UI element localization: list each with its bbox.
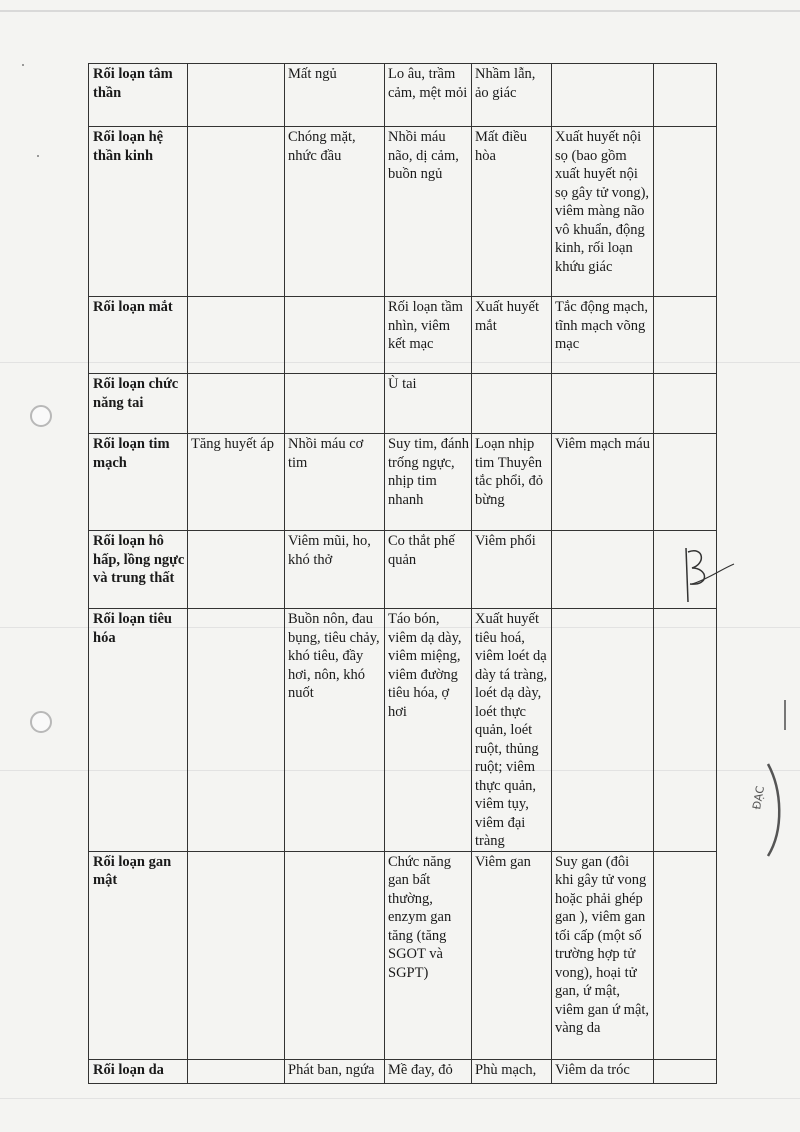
handwritten-initials bbox=[676, 540, 736, 610]
frequency-cell bbox=[285, 374, 385, 434]
frequency-cell bbox=[552, 374, 654, 434]
frequency-cell: Mề đay, đỏ bbox=[385, 1059, 472, 1083]
frequency-cell bbox=[188, 609, 285, 852]
scan-speck bbox=[22, 64, 24, 66]
table-row bbox=[89, 609, 717, 852]
frequency-cell bbox=[654, 434, 717, 531]
table-row bbox=[89, 64, 717, 127]
frequency-cell: Chóng mặt, nhức đầu bbox=[285, 127, 385, 297]
frequency-cell bbox=[654, 297, 717, 374]
table-row bbox=[89, 297, 717, 374]
frequency-cell: Suy gan (đôi khi gây tử vong hoặc phải ghép gan ), viêm gan tối cấp (một số trường hợp tử vong), hoại tử gan, ứ mật, viêm gan ứ mật, vàng da bbox=[552, 851, 654, 1059]
frequency-cell bbox=[188, 1059, 285, 1083]
table-row bbox=[89, 531, 717, 609]
organ-class-cell: Rối loạn hô hấp, lồng ngực và trung thất bbox=[89, 531, 188, 609]
frequency-cell: Nhồi máu não, dị cảm, buồn ngủ bbox=[385, 127, 472, 297]
frequency-cell bbox=[552, 609, 654, 852]
organ-class-cell: Rối loạn tiêu hóa bbox=[89, 609, 188, 852]
frequency-cell: Rối loạn tầm nhìn, viêm kết mạc bbox=[385, 297, 472, 374]
frequency-cell: Viêm gan bbox=[472, 851, 552, 1059]
frequency-cell bbox=[654, 374, 717, 434]
frequency-cell: Nhồi máu cơ tim bbox=[285, 434, 385, 531]
frequency-cell bbox=[285, 851, 385, 1059]
frequency-cell bbox=[654, 127, 717, 297]
punch-hole bbox=[30, 405, 52, 427]
frequency-cell: Xuất huyết nội sọ (bao gồm xuất huyết nội sọ gây tử vong), viêm màng não vô khuẩn, động kinh, rối loạn khứu giác bbox=[552, 127, 654, 297]
page-top-line bbox=[0, 10, 800, 12]
frequency-cell bbox=[188, 531, 285, 609]
frequency-cell: Loạn nhịp tim Thuyên tắc phổi, đỏ bừng bbox=[472, 434, 552, 531]
frequency-cell bbox=[188, 374, 285, 434]
table-row bbox=[89, 127, 717, 297]
frequency-cell: Viêm mũi, ho, khó thở bbox=[285, 531, 385, 609]
organ-class-cell: Rối loạn da bbox=[89, 1059, 188, 1083]
table-row bbox=[89, 1059, 717, 1083]
frequency-cell bbox=[472, 374, 552, 434]
frequency-cell: Suy tim, đánh trống ngực, nhịp tim nhanh bbox=[385, 434, 472, 531]
table-row bbox=[89, 434, 717, 531]
frequency-cell bbox=[552, 64, 654, 127]
organ-class-cell: Rối loạn tâm thần bbox=[89, 64, 188, 127]
organ-class-cell: Rối loạn gan mật bbox=[89, 851, 188, 1059]
frequency-cell: Phù mạch, bbox=[472, 1059, 552, 1083]
frequency-cell bbox=[188, 297, 285, 374]
frequency-cell bbox=[654, 609, 717, 852]
frequency-cell: Viêm da tróc bbox=[552, 1059, 654, 1083]
frequency-cell: Buồn nôn, đau bụng, tiêu chảy, khó tiêu, đầy hơi, nôn, khó nuốt bbox=[285, 609, 385, 852]
organ-class-cell: Rối loạn tim mạch bbox=[89, 434, 188, 531]
svg-text:ĐẠC: ĐẠC bbox=[750, 784, 768, 811]
partial-stamp bbox=[738, 760, 788, 860]
frequency-cell: Táo bón, viêm dạ dày, viêm miệng, viêm đường tiêu hóa, ợ hơi bbox=[385, 609, 472, 852]
frequency-cell bbox=[188, 127, 285, 297]
frequency-cell: Tăng huyết áp bbox=[188, 434, 285, 531]
frequency-cell bbox=[552, 531, 654, 609]
frequency-cell: Lo âu, trầm cảm, mệt mỏi bbox=[385, 64, 472, 127]
frequency-cell: Viêm mạch máu bbox=[552, 434, 654, 531]
frequency-cell: Co thắt phế quản bbox=[385, 531, 472, 609]
frequency-cell: Viêm phổi bbox=[472, 531, 552, 609]
frequency-cell bbox=[188, 851, 285, 1059]
organ-class-cell: Rối loạn chức năng tai bbox=[89, 374, 188, 434]
scan-line bbox=[0, 1098, 800, 1099]
frequency-cell: Mất điều hòa bbox=[472, 127, 552, 297]
frequency-cell bbox=[654, 851, 717, 1059]
frequency-cell: Ù tai bbox=[385, 374, 472, 434]
table-row bbox=[89, 851, 717, 1059]
adverse-effects-table bbox=[88, 63, 717, 1084]
frequency-cell: Nhầm lẫn, ảo giác bbox=[472, 64, 552, 127]
frequency-cell bbox=[188, 64, 285, 127]
frequency-cell bbox=[285, 297, 385, 374]
scan-speck bbox=[37, 155, 39, 157]
frequency-cell: Chức năng gan bất thường, enzym gan tăng (tăng SGOT và SGPT) bbox=[385, 851, 472, 1059]
frequency-cell: Xuất huyết mắt bbox=[472, 297, 552, 374]
frequency-cell: Xuất huyết tiêu hoá, viêm loét dạ dày tá tràng, loét dạ dày, loét thực quản, loét ruột, thủng ruột; viêm thực quản, viêm tụy, viêm đại tràng bbox=[472, 609, 552, 852]
edge-mark bbox=[784, 700, 786, 730]
frequency-cell: Tắc động mạch, tĩnh mạch võng mạc bbox=[552, 297, 654, 374]
table-row bbox=[89, 374, 717, 434]
frequency-cell bbox=[654, 1059, 717, 1083]
frequency-cell: Mất ngủ bbox=[285, 64, 385, 127]
organ-class-cell: Rối loạn mắt bbox=[89, 297, 188, 374]
organ-class-cell: Rối loạn hệ thần kinh bbox=[89, 127, 188, 297]
frequency-cell bbox=[654, 64, 717, 127]
frequency-cell: Phát ban, ngứa bbox=[285, 1059, 385, 1083]
punch-hole bbox=[30, 711, 52, 733]
